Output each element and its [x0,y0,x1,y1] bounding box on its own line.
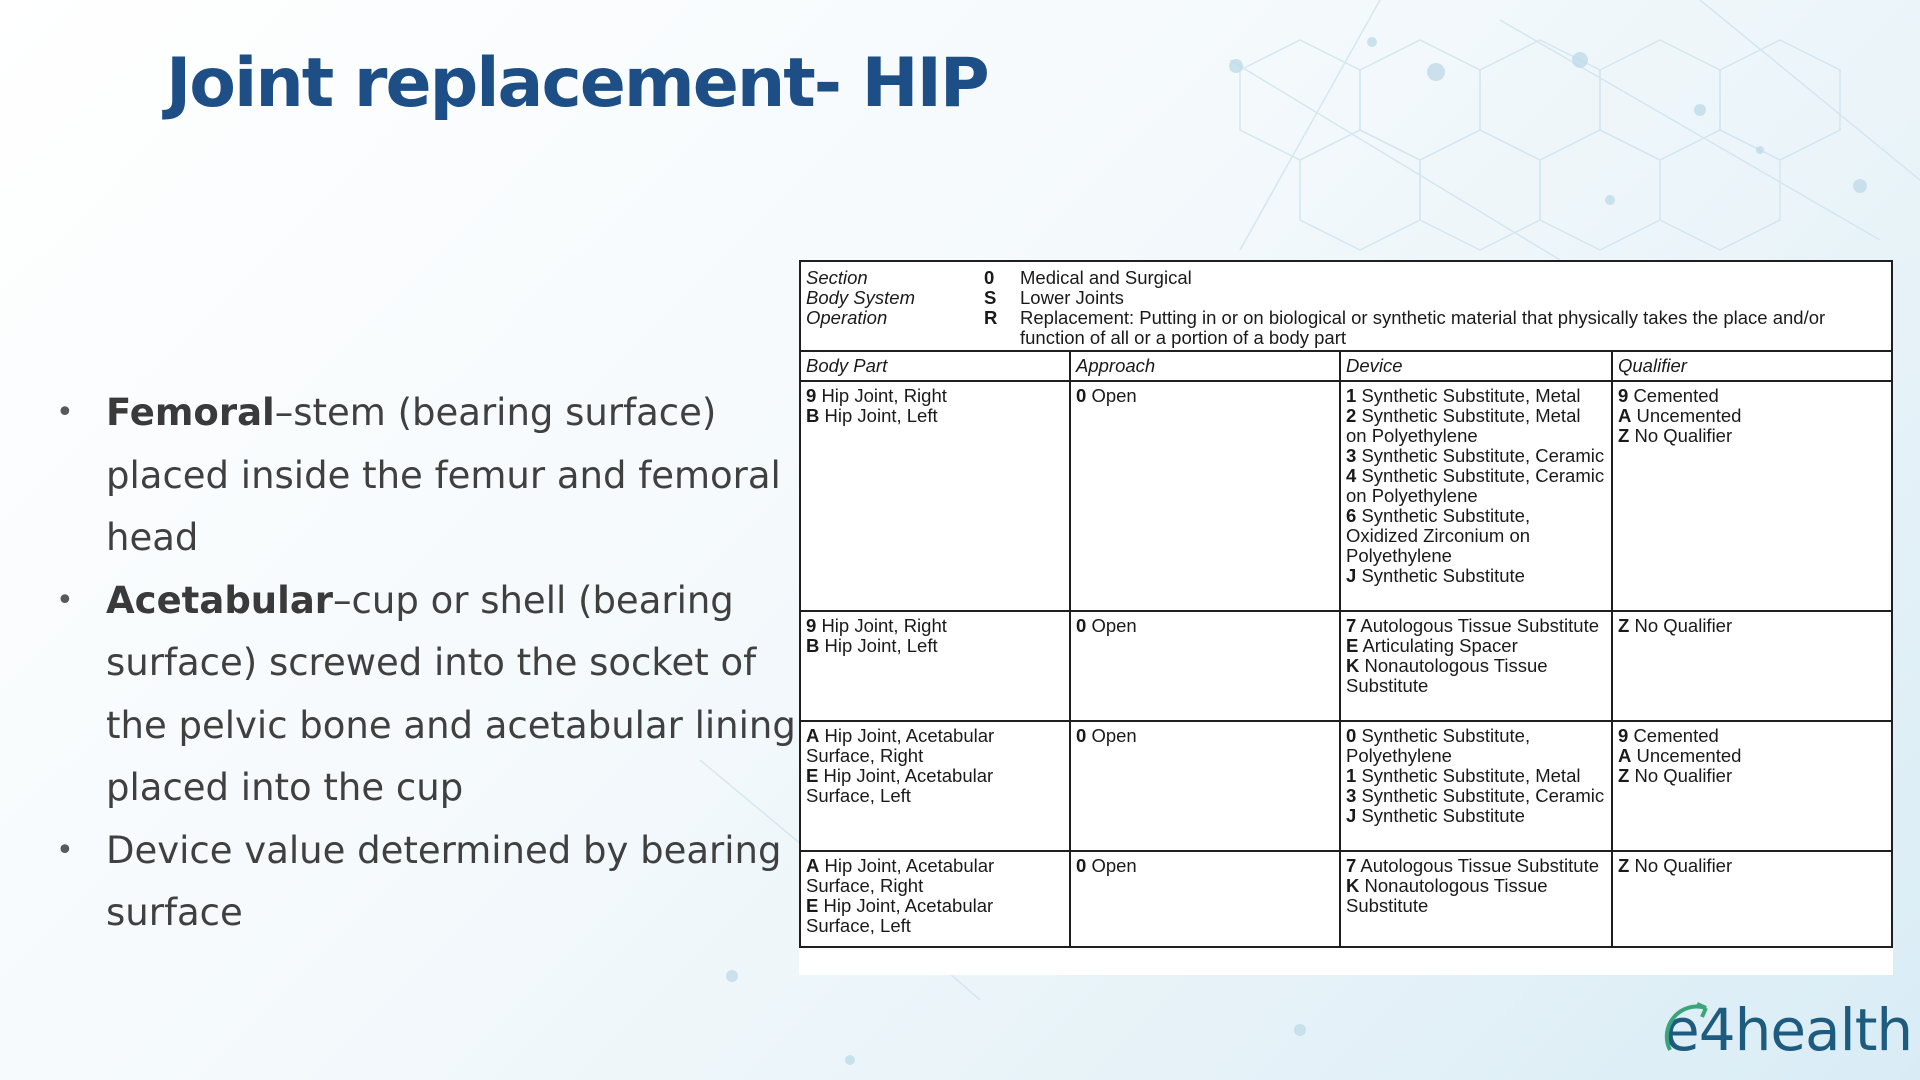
bullet-text: –cup or shell (bearing surface) screwed into the socket of the pelvic bone and acetabular lining placed into the cup [106,578,796,809]
header-code: R [984,307,998,328]
entry-text: Autologous Tissue Substitute [1360,615,1600,636]
entry-text: Open [1091,385,1137,406]
table-entry [1346,506,1606,566]
table-body [800,381,1892,947]
table-entry [806,406,1064,426]
entry-code: 6 [1346,505,1357,526]
entry-code: 0 [1346,725,1357,746]
table-entry [806,636,1064,656]
table-row [800,851,1892,947]
entry-text: Hip Joint, Left [824,405,938,426]
table-row [800,381,1892,611]
entry-code: 2 [1346,405,1357,426]
entry-text: Synthetic Substitute, Ceramic on Polyethylene [1346,465,1605,506]
table-entry [1346,726,1606,766]
table-cell-body-part [800,851,1070,947]
entry-code: 9 [1618,725,1629,746]
entry-text: Hip Joint, Right [821,615,947,636]
entry-code: E [1346,635,1359,656]
table-entry [1076,616,1334,636]
bullet-list [56,382,796,945]
entry-text: Cemented [1633,725,1719,746]
table-cell-body-part [800,611,1070,721]
entry-code: 3 [1346,785,1357,806]
entry-text: Open [1091,615,1137,636]
table-entry [1076,726,1334,746]
table-entry [1346,876,1606,916]
table-cell-qualifier [1612,381,1892,611]
bullet-text: Device value determined by bearing surface [106,828,782,934]
entry-text: No Qualifier [1634,615,1733,636]
header-value: Medical and Surgical [1020,267,1192,288]
entry-text: Synthetic Substitute [1361,565,1525,586]
entry-text: Articulating Spacer [1362,635,1518,656]
bullet-device-value [56,820,796,945]
table-entry [1618,426,1886,446]
bullet-dot: • [56,582,74,618]
entry-code: A [806,855,820,876]
table-row [800,611,1892,721]
entry-text: No Qualifier [1634,425,1733,446]
entry-code: 0 [1076,385,1087,406]
table-entry [1076,856,1334,876]
table-entry [806,896,1064,936]
header-section [806,268,1886,288]
header-code: 0 [984,267,995,288]
entry-code: 7 [1346,615,1357,636]
header-value: Lower Joints [1020,287,1124,308]
entry-text: Nonautologous Tissue Substitute [1346,875,1548,916]
table-cell-body-part [800,381,1070,611]
table-cell-device [1340,381,1612,611]
bullet-dot: • [56,395,74,430]
header-body-system [806,288,1886,308]
header-label: Body System [806,287,915,308]
entry-text: Hip Joint, Acetabular Surface, Left [806,895,994,936]
column-header: Body Part [800,351,1070,381]
entry-code: J [1346,805,1357,826]
logo-arc-icon [1660,994,1730,1074]
entry-code: 1 [1346,765,1357,786]
table-header-row [800,261,1892,351]
entry-code: A [1618,745,1632,766]
entry-text: Open [1091,725,1137,746]
entry-code: Z [1618,615,1630,636]
bullet-dot: • [56,832,74,868]
table-cell-device [1340,851,1612,947]
table-cell-approach [1070,611,1340,721]
table-cell-approach [1070,721,1340,851]
entry-code: B [806,405,820,426]
table-cell-qualifier [1612,721,1892,851]
entry-code: Z [1618,765,1630,786]
entry-code: A [1618,405,1632,426]
table-entry [1346,856,1606,876]
table-cell-body-part [800,721,1070,851]
header-value: Replacement: Putting in or on biological or synthetic material that physically takes the place and/or function of all or a portion of a body part [1020,307,1826,348]
icd-table-image [799,260,1893,975]
e4health-logo [1664,990,1913,1070]
table-cell-device [1340,611,1612,721]
entry-code: Z [1618,855,1630,876]
entry-code: K [1346,875,1360,896]
entry-text: Uncemented [1636,405,1742,426]
entry-code: 0 [1076,725,1087,746]
entry-code: J [1346,565,1357,586]
table-entry [1618,616,1886,636]
entry-code: 3 [1346,445,1357,466]
entry-text: Synthetic Substitute, Ceramic [1361,785,1605,806]
table-entry [806,386,1064,406]
table-entry [1346,616,1606,636]
entry-code: 4 [1346,465,1357,486]
column-header: Device [1340,351,1612,381]
bullet-femoral [56,382,796,570]
entry-code: 9 [806,385,817,406]
entry-code: Z [1618,425,1630,446]
table-entry [806,766,1064,806]
icd-pcs-table [799,260,1893,948]
table-cell-device [1340,721,1612,851]
logo-text-4: 4 [1698,996,1735,1064]
table-entry [1076,386,1334,406]
table-entry [1346,656,1606,696]
bullet-text: –stem (bearing surface) placed inside the femur and femoral head [106,391,781,559]
entry-text: No Qualifier [1634,765,1733,786]
table-entry [1618,386,1886,406]
logo-text-e: e [1664,996,1699,1064]
table-entry [1346,806,1606,826]
table-entry [806,856,1064,896]
column-header: Approach [1070,351,1340,381]
table-cell-qualifier [1612,611,1892,721]
entry-code: A [806,725,820,746]
entry-code: 1 [1346,385,1357,406]
table-entry [1346,566,1606,586]
table-entry [1346,466,1606,506]
entry-code: 0 [1076,615,1087,636]
entry-code: K [1346,655,1360,676]
table-row [800,721,1892,851]
table-entry [1346,406,1606,446]
entry-text: Hip Joint, Acetabular Surface, Right [806,855,995,896]
column-header-row [800,351,1892,381]
bullet-term: Acetabular [106,578,334,622]
table-entry [1346,386,1606,406]
table-header-cell [800,261,1892,351]
entry-text: Cemented [1633,385,1719,406]
table-entry [1346,766,1606,786]
header-code: S [984,287,997,308]
table-entry [1618,726,1886,746]
logo-text-health: health [1734,996,1913,1064]
entry-code: 7 [1346,855,1357,876]
table-entry [1346,636,1606,656]
entry-text: Uncemented [1636,745,1742,766]
table-cell-qualifier [1612,851,1892,947]
header-label: Section [806,267,868,288]
page-title: Joint replacement- HIP [166,44,988,123]
entry-text: Nonautologous Tissue Substitute [1346,655,1548,696]
header-operation [806,308,1886,348]
entry-text: Synthetic Substitute, Metal [1361,385,1581,406]
entry-code: E [806,895,819,916]
entry-text: Synthetic Substitute, Metal [1361,765,1581,786]
header-label: Operation [806,307,888,328]
table-entry [1618,746,1886,766]
entry-code: B [806,635,820,656]
entry-text: Synthetic Substitute, Metal on Polyethylene [1346,405,1581,446]
table-entry [1346,446,1606,466]
table-entry [1618,406,1886,426]
entry-text: Autologous Tissue Substitute [1360,855,1600,876]
entry-text: Synthetic Substitute, Oxidized Zirconium on Polyethylene [1346,505,1531,566]
table-entry [1618,856,1886,876]
entry-text: Synthetic Substitute [1361,805,1525,826]
entry-text: Synthetic Substitute, Polyethylene [1346,725,1531,766]
table-entry [806,616,1064,636]
bullet-term: Femoral [106,391,275,434]
entry-text: Hip Joint, Acetabular Surface, Left [806,765,994,806]
table-cell-approach [1070,381,1340,611]
table-entry [1346,786,1606,806]
entry-code: 9 [806,615,817,636]
table-entry [1618,766,1886,786]
column-header: Qualifier [1612,351,1892,381]
entry-text: Synthetic Substitute, Ceramic [1361,445,1605,466]
table-cell-approach [1070,851,1340,947]
entry-code: 0 [1076,855,1087,876]
table-entry [806,726,1064,766]
entry-text: Open [1091,855,1137,876]
entry-text: Hip Joint, Acetabular Surface, Right [806,725,995,766]
bullet-acetabular [56,570,796,820]
entry-text: No Qualifier [1634,855,1733,876]
entry-code: 9 [1618,385,1629,406]
entry-text: Hip Joint, Right [821,385,947,406]
entry-code: E [806,765,819,786]
entry-text: Hip Joint, Left [824,635,938,656]
